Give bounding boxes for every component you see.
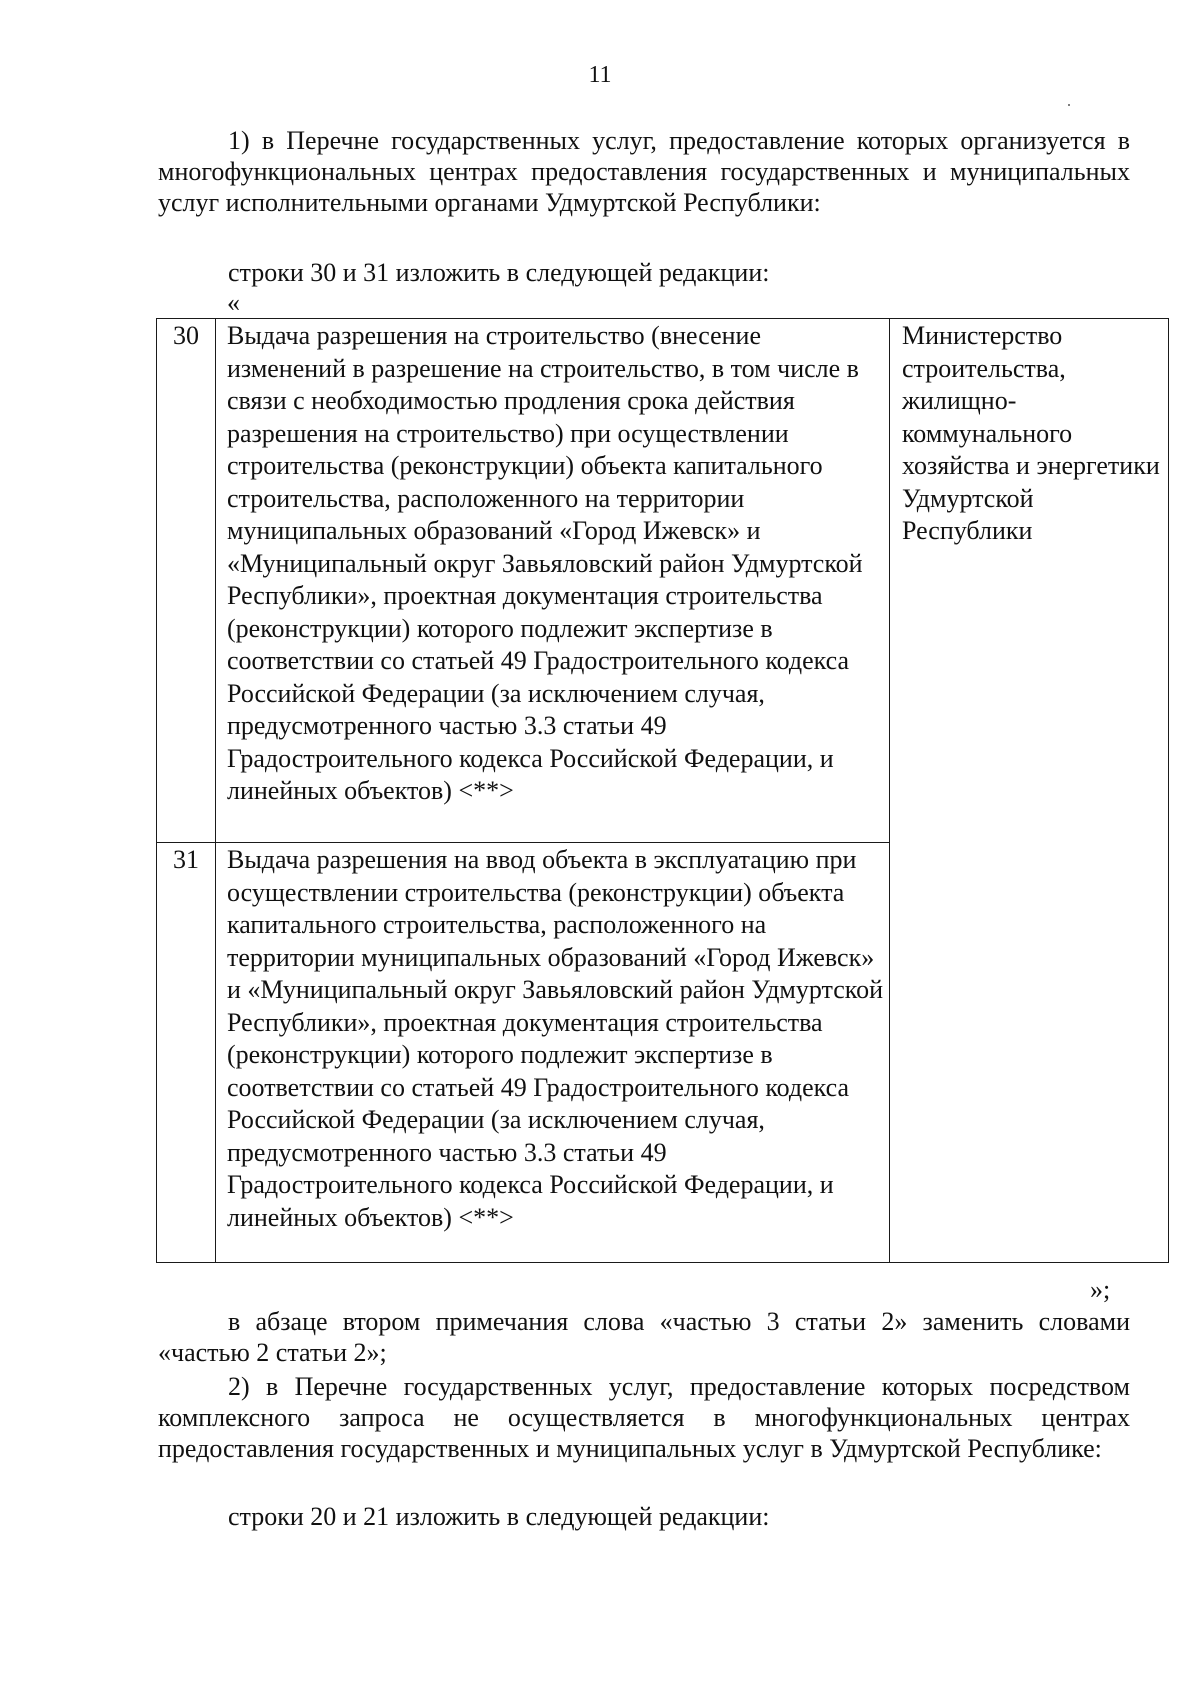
paragraph-list-complex-request: 2) в Перечне государственных услуг, предоставление которых посредством комплексного запроса не осуществляется в многофункциональных центрах предоставления государственных и муниципальных услуг в Удмуртской Республике: (158, 1372, 1130, 1463)
paragraph-note-amendment: в абзаце втором примечания слова «частью 3 статьи 2» заменить словами «частью 2 статьи 2»; (158, 1307, 1130, 1367)
service-name-cell: Выдача разрешения на ввод объекта в эксплуатацию при осуществлении строительства (реконструкции) объекта капитального строительства, расположенного на территории муниципальных образований «Город Ижевск» и «Муниципальный округ Завьяловский район Удмуртской Республики», проектная документация строительства (реконструкции) которого подлежит экспертизе в соответствии со статьей 49 Градостроительного кодекса Российской Федерации (за исключением случая, предусмотренного частью 3.3 статьи 49 Градостроительного кодекса Российской Федерации, и линейных объектов) <**> (216, 843, 890, 1263)
opening-quote: « (227, 288, 240, 317)
row-number-cell: 30 (157, 319, 216, 843)
scan-speck (1068, 104, 1070, 106)
paragraph-rows-20-21: строки 20 и 21 изложить в следующей редакции: (228, 1502, 770, 1531)
service-name-cell: Выдача разрешения на строительство (внесение изменений в разрешение на строительство, в том числе в связи с необходимостью продления срока действия разрешения на строительство) при осуществлении строительства (реконструкции) объекта капитального строительства, расположенного на территории муниципальных образований «Город Ижевск» и «Муниципальный округ Завьяловский район Удмуртской Республики», проектная документация строительства (реконструкции) которого подлежит экспертизе в соответствии со статьей 49 Градостроительного кодекса Российской Федерации (за исключением случая, предусмотренного частью 3.3 статьи 49 Градостроительного кодекса Российской Федерации, и линейных объектов) <**> (216, 319, 890, 843)
services-table (156, 318, 1169, 1263)
authority-cell: Министерство строительства, жилищно-коммунального хозяйства и энергетики Удмуртской Республики (890, 319, 1169, 1263)
paragraph-list-mfc: 1) в Перечне государственных услуг, предоставление которых организуется в многофункциональных центрах предоставления государственных и муниципальных услуг исполнительными органами Удмуртской Республики: (158, 126, 1130, 217)
table-row (157, 319, 1169, 843)
closing-quote: »; (1090, 1275, 1111, 1304)
row-number-cell: 31 (157, 843, 216, 1263)
paragraph-rows-30-31: строки 30 и 31 изложить в следующей редакции: (228, 258, 770, 287)
page-number: 11 (588, 62, 612, 88)
